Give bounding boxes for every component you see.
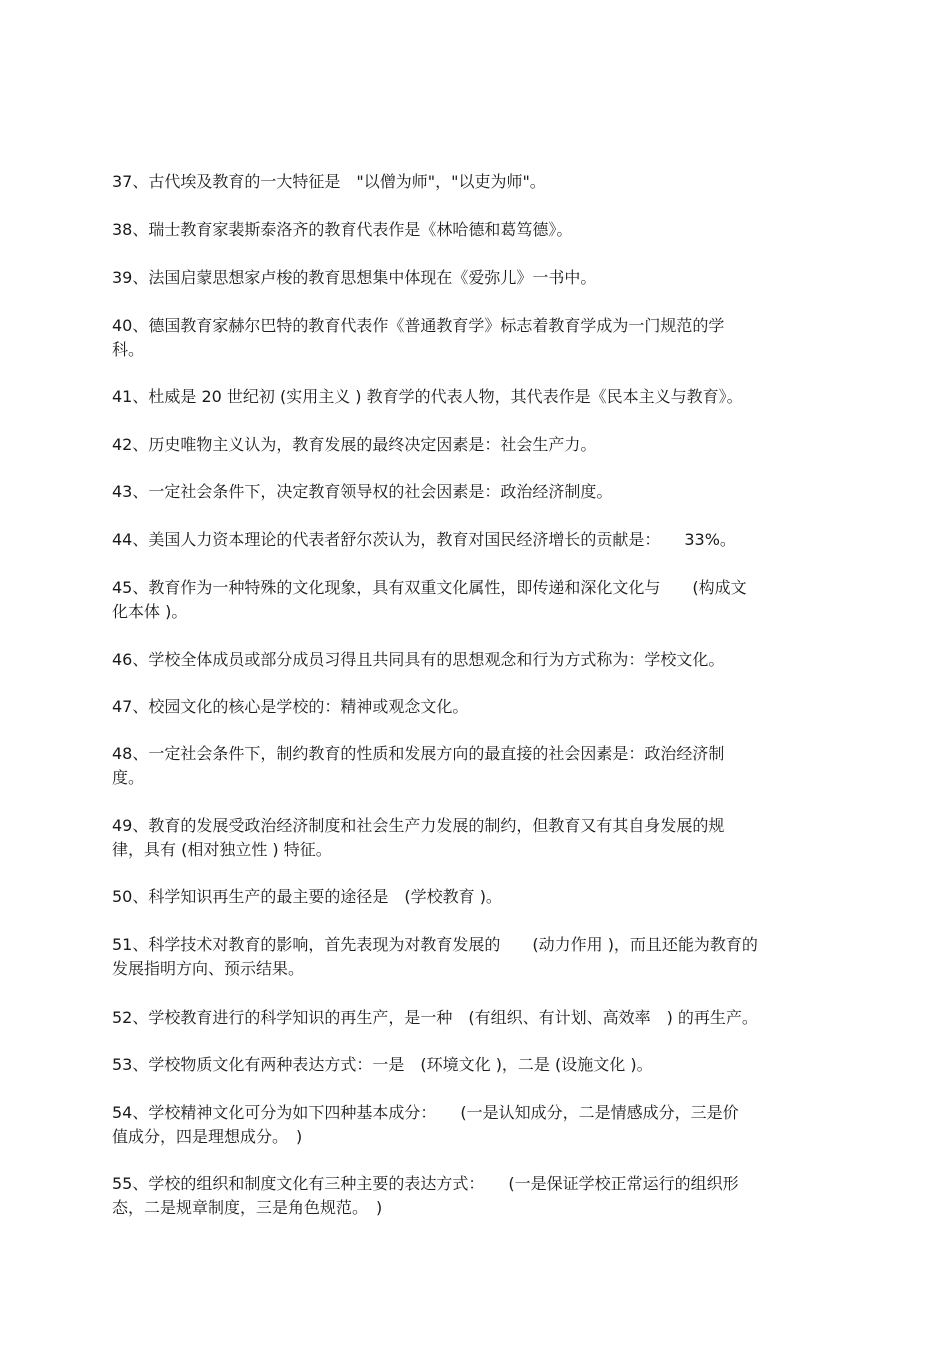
item-text: 39、法国启蒙思想家卢梭的教育思想集中体现在《爱弥儿》一书中。 xyxy=(112,268,597,287)
item-text: 45、教育作为一种特殊的文化现象，具有双重文化属性，即传递和深化文化与 (构成文 xyxy=(112,578,747,597)
item-text: 41、杜威是 20 世纪初 (实用主义 ) 教育学的代表人物，其代表作是《民本主义与教育》。 xyxy=(112,387,743,406)
item-text: 51、科学技术对教育的影响，首先表现为对教育发展的 (动力作用 )，而且还能为教育的 xyxy=(112,935,758,954)
item-text: 38、瑞士教育家裴斯泰洛齐的教育代表作是《林哈德和葛笃德》。 xyxy=(112,220,573,239)
item-text: 43、一定社会条件下，决定教育领导权的社会因素是：政治经济制度。 xyxy=(112,482,613,501)
item-text-continued: 律，具有 (相对独立性 ) 特征。 xyxy=(112,840,332,859)
item-text: 42、历史唯物主义认为，教育发展的最终决定因素是：社会生产力。 xyxy=(112,435,597,454)
item-text-continued: 发展指明方向、预示结果。 xyxy=(112,959,305,978)
item-text: 44、美国人力资本理论的代表者舒尔茨认为，教育对国民经济增长的贡献是： 33%。 xyxy=(112,530,736,549)
list-item xyxy=(112,266,832,290)
list-item xyxy=(112,695,832,719)
item-text: 53、学校物质文化有两种表达方式：一是 (环境文化 )，二是 (设施文化 )。 xyxy=(112,1055,653,1074)
list-item xyxy=(112,433,832,457)
item-text: 40、德国教育家赫尔巴特的教育代表作《普通教育学》标志着教育学成为一门规范的学 xyxy=(112,316,725,335)
list-item xyxy=(112,648,832,672)
list-item xyxy=(112,814,832,862)
item-text-continued: 化本体 )。 xyxy=(112,602,188,621)
item-text-continued: 态，二是规章制度，三是角色规范。 ) xyxy=(112,1198,383,1217)
item-text: 50、科学知识再生产的最主要的途径是 (学校教育 )。 xyxy=(112,887,502,906)
item-text: 47、校园文化的核心是学校的：精神或观念文化。 xyxy=(112,697,469,716)
list-item xyxy=(112,1006,832,1030)
list-item xyxy=(112,1172,832,1220)
list-item xyxy=(112,1053,832,1077)
item-text-continued: 值成分，四是理想成分。 ) xyxy=(112,1127,303,1146)
item-text: 54、学校精神文化可分为如下四种基本成分： (一是认知成分，二是情感成分，三是价 xyxy=(112,1103,739,1122)
item-text-continued: 科。 xyxy=(112,340,145,359)
item-text: 49、教育的发展受政治经济制度和社会生产力发展的制约，但教育又有其自身发展的规 xyxy=(112,816,725,835)
list-item xyxy=(112,480,832,504)
item-text: 46、学校全体成员或部分成员习得且共同具有的思想观念和行为方式称为：学校文化。 xyxy=(112,650,725,669)
list-item xyxy=(112,170,832,194)
list-item xyxy=(112,218,832,242)
item-text: 48、一定社会条件下，制约教育的性质和发展方向的最直接的社会因素是：政治经济制 xyxy=(112,744,725,763)
list-item xyxy=(112,1101,832,1149)
list-item xyxy=(112,933,832,981)
list-item xyxy=(112,576,832,624)
list-item xyxy=(112,385,832,409)
list-item xyxy=(112,528,832,552)
list-item xyxy=(112,742,832,790)
item-text: 52、学校教育进行的科学知识的再生产，是一种 (有组织、有计划、高效率 ) 的再生产。 xyxy=(112,1008,758,1027)
list-item xyxy=(112,885,832,909)
list-item xyxy=(112,314,832,362)
item-text-continued: 度。 xyxy=(112,768,145,787)
item-text: 55、学校的组织和制度文化有三种主要的表达方式： (一是保证学校正常运行的组织形 xyxy=(112,1174,739,1193)
item-text: 37、古代埃及教育的一大特征是 "以僧为师"，"以吏为师"。 xyxy=(112,172,546,191)
